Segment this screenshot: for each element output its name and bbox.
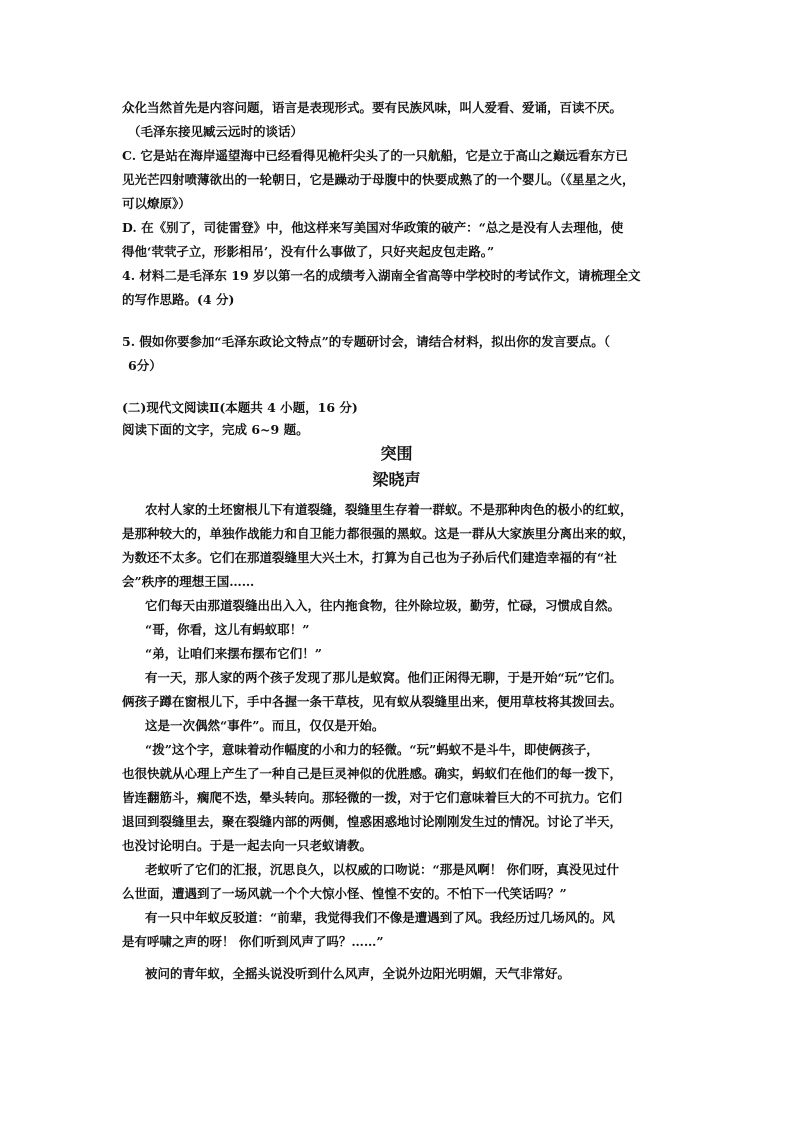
option-c-line-3: 可以燎原》） [122,196,191,211]
question-4-line-1: 4. 材料二是毛泽东 19 岁以第一名的成绩考入湖南全省高等中学校时的考试作文，请梳理全文 [122,268,641,283]
article-line: 为数还不太多。它们在那道裂缝里大兴土木，打算为自己也为子孙后代们建造幸福的有“社 [122,550,617,565]
option-d-line-2: 得他‘茕茕孑立，形影相吊’，没有什么事做了，只好夹起皮包走路。” [122,244,495,259]
article-line: 么世面，遭遇到了一场风就一个个大惊小怪、惶惶不安的。不怕下一代笑话吗？” [122,886,567,901]
article-line: 是有呼啸之声的呀！ 你们听到风声了吗？……” [122,934,384,949]
article-line: 会”秩序的理想王国…… [122,574,255,589]
article-line: 也很快就从心理上产生了一种自己是巨灵神似的优胜感。确实，蚂蚁们在他们的每一拨下， [122,766,623,781]
article-title: 突围 [380,444,413,463]
option-d-line-1: D. 在《别了，司徒雷登》中，他这样来写美国对华政策的破产：“总之是没有人去理他，使 [122,220,624,235]
article-line: 是那种较大的，单独作战能力和自卫能力都很强的黑蚁。这是一群从大家族里分离出来的蚁， [122,526,635,541]
citation-source: （毛泽东接见臧云远时的谈话） [128,124,304,139]
article-line: 皆连翻筋斗，瘸爬不迭，晕头转向。那轻微的一拨，对于它们意味着巨大的不可抗力。它们 [122,790,623,805]
article-line: 也没讨论明白。于是一起去向一只老蚁请教。 [122,838,373,853]
option-c-line-2: 见光芒四射喷薄欲出的一轮朝日，它是躁动于母腹中的快要成熟了的一个婴儿。（《星星之火， [122,172,635,187]
article-line: 老蚁听了它们的汇报，沉思良久，以权威的口吻说：“那是风啊！ 你们呀，真没见过什 [145,862,620,877]
option-c-line-1: C. 它是站在海岸遥望海中已经看得见桅杆尖头了的一只航船，它是立于高山之巅远看东方已 [122,148,628,163]
article-line: 它们每天由那道裂缝出出入入，往内拖食物，往外除垃圾，勤劳，忙碌，习惯成自然。 [145,598,621,613]
article-line: 这是一次偶然“事件”。而且，仅仅是开始。 [145,718,385,733]
article-line: 有一天，那人家的两个孩子发现了那儿是蚁窝。他们正闲得无聊，于是开始“玩”它们。 [145,670,622,685]
question-4-line-2: 的写作思路。(4 分) [122,292,235,307]
article-line: 退回到裂缝里去，聚在裂缝内部的两侧，惶惑困惑地讨论刚刚发生过的情况。讨论了半天， [122,814,623,829]
article-line: “拨”这个字，意味着动作幅度的小和力的轻微。“玩”蚂蚁不是斗牛，即使俩孩子， [145,742,599,757]
article-line: “哥，你看，这儿有蚂蚁耶！” [145,622,310,637]
article-line: 俩孩子蹲在窗根儿下，手中各握一条干草枝，见有蚁从裂缝里出来，便用草枝将其拨回去。 [122,694,623,709]
question-5-line-2: 6分） [128,358,162,373]
passage-line-1: 众化当然首先是内容问题，语言是表现形式。要有民族风味，叫人爱看、爱诵，百读不厌。 [122,100,623,115]
article-line: “弟，让咱们来摆布摆布它们！” [145,646,322,661]
section-heading: (二)现代文阅读Ⅱ(本题共 4 小题，16 分) [122,400,358,415]
section-instruction: 阅读下面的文字，完成 6~9 题。 [122,422,309,437]
article-line: 有一只中年蚁反驳道：“前辈，我觉得我们不像是遭遇到了风。我经历过几场风的。风 [145,910,615,925]
article-line: 被问的青年蚁，全摇头说没听到什么风声，全说外边阳光明媚，天气非常好。 [145,966,571,981]
article-line: 农村人家的土坯窗根儿下有道裂缝，裂缝里生存着一群蚁。不是那种肉色的极小的红蚁， [145,502,633,517]
question-5-line-1: 5. 假如你要参加“毛泽东政论文特点”的专题研讨会，请结合材料，拟出你的发言要点。（ [122,334,611,349]
article-author: 梁晓声 [372,470,421,489]
